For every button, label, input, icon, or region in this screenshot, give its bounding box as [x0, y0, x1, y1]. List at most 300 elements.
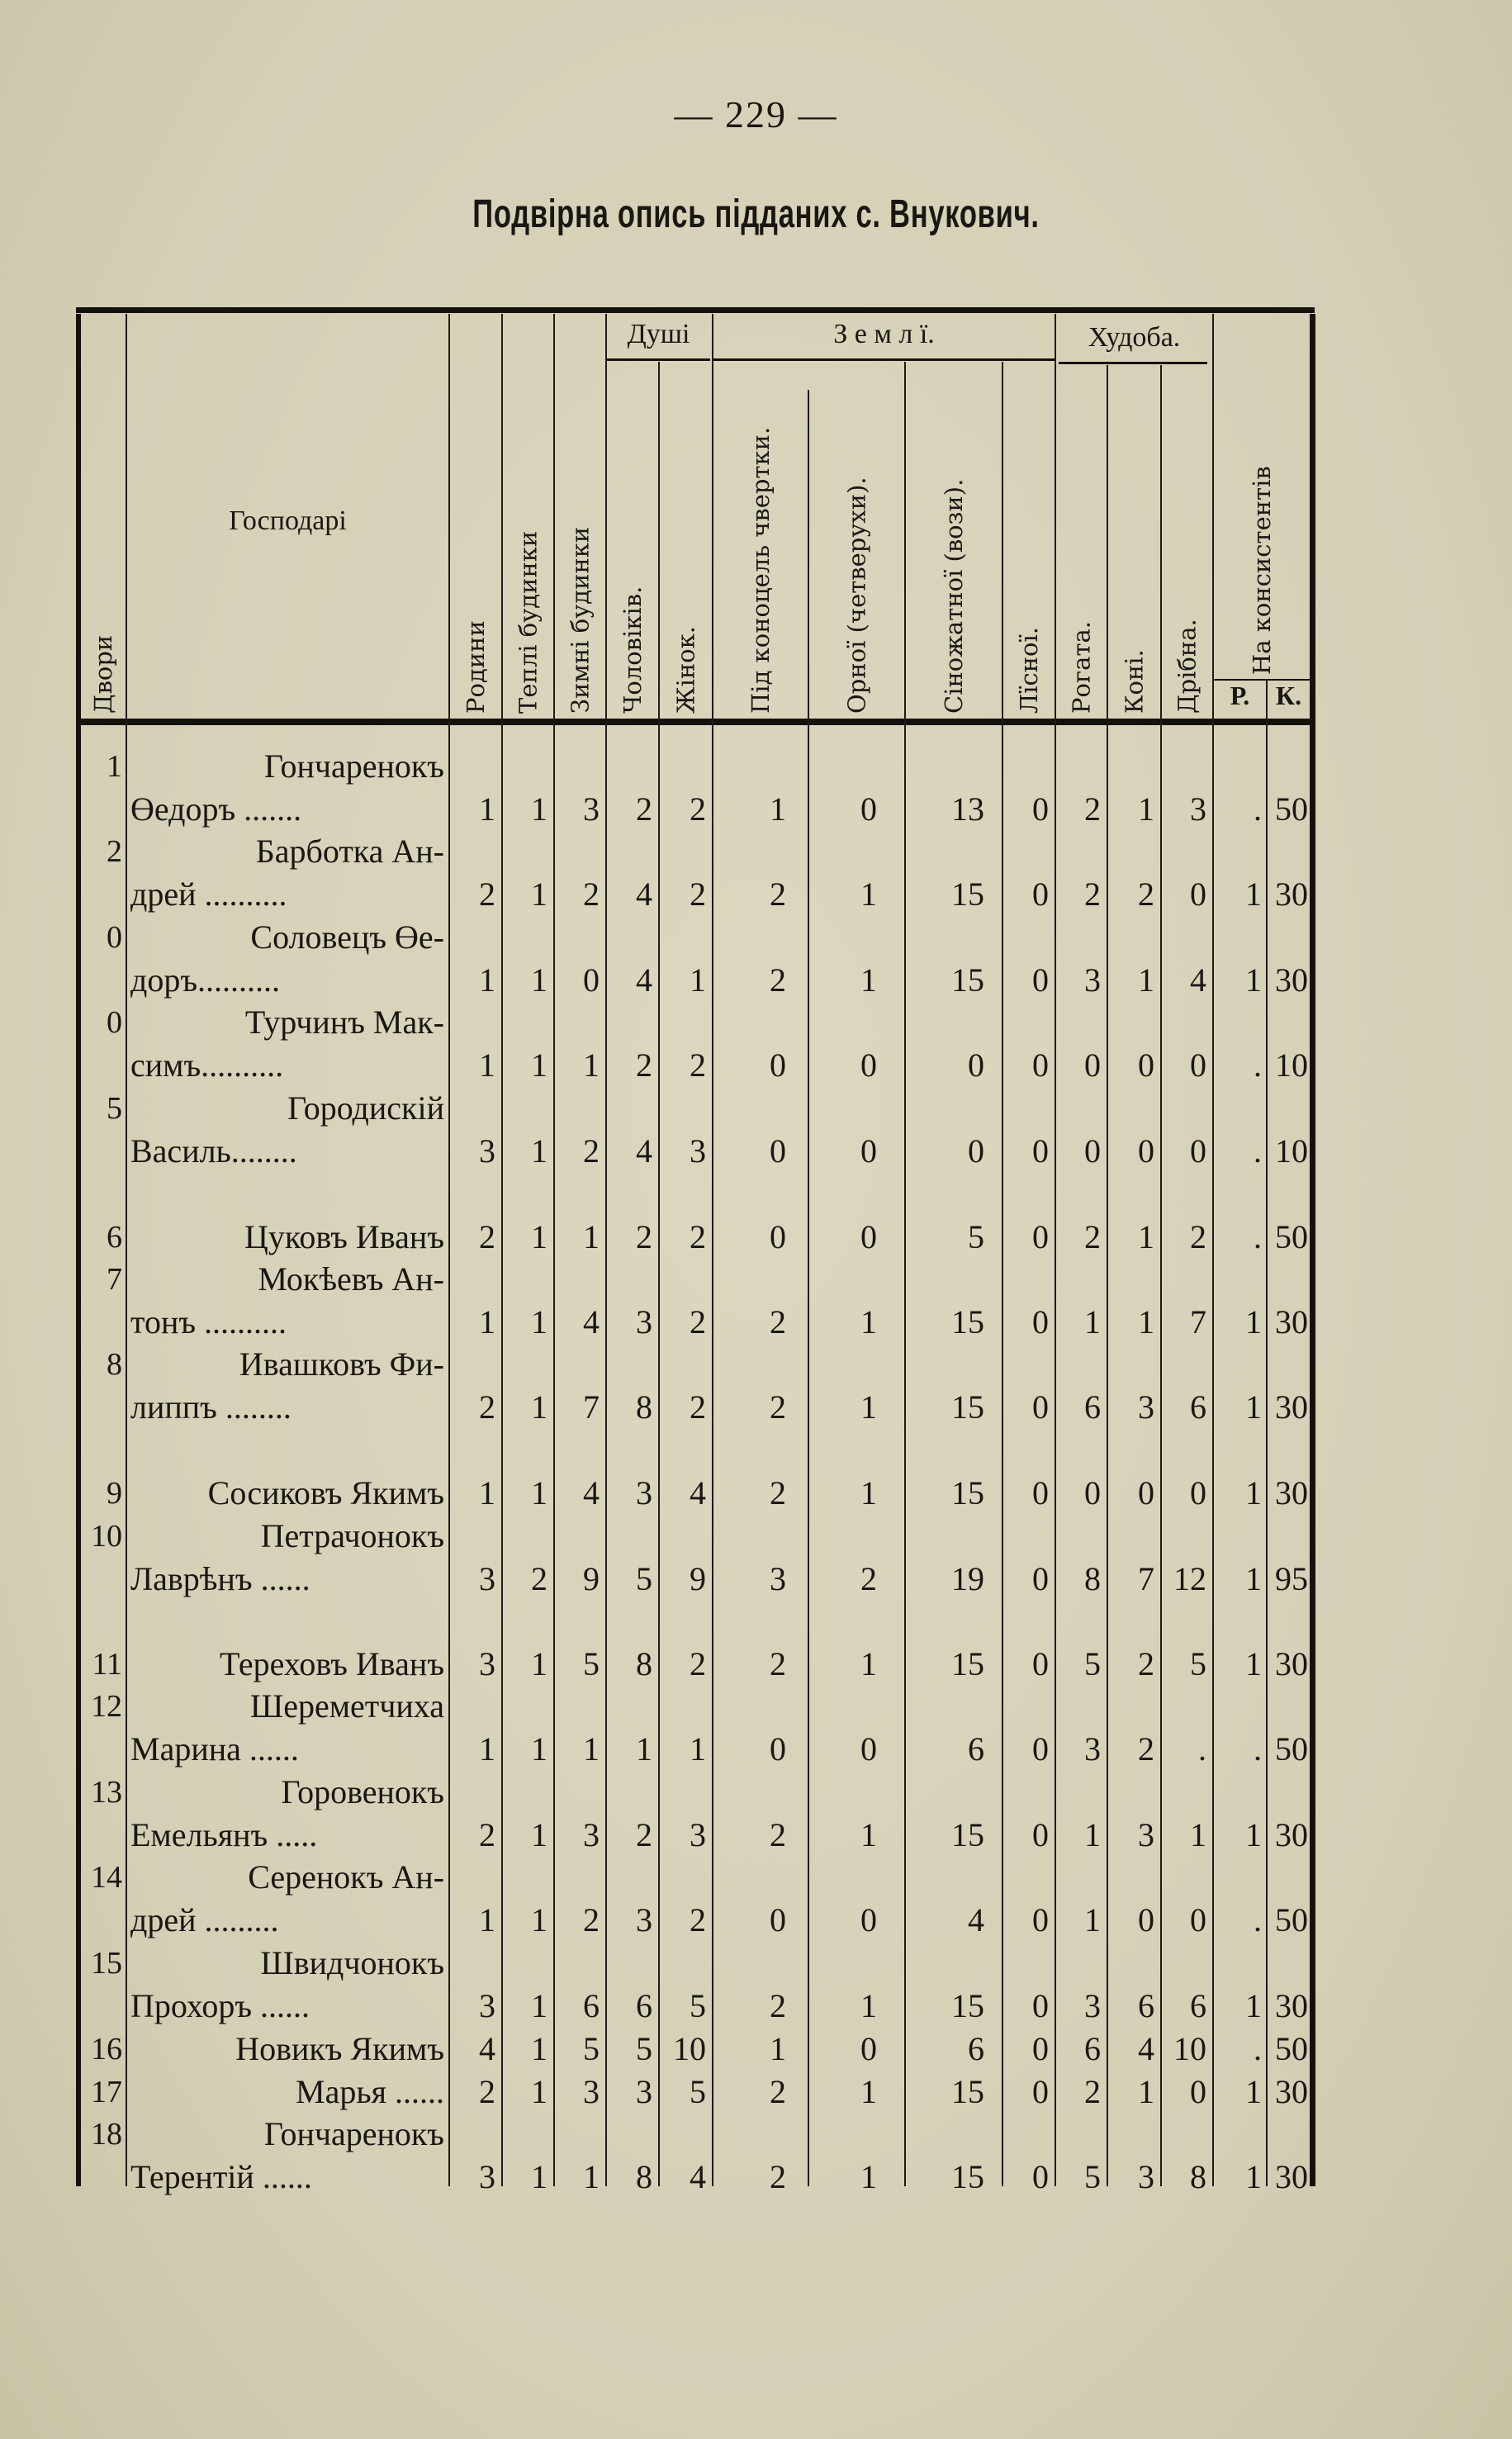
- householder-name-line1: Гончаренокъ: [263, 747, 444, 785]
- cell-zhinok: 2: [690, 1645, 706, 1682]
- col-header-rohata: Рогата.: [1067, 620, 1096, 714]
- cell-tepli: 1: [531, 1046, 547, 1084]
- cell-kop: 30: [1275, 1388, 1308, 1426]
- cell-koni: 1: [1138, 790, 1154, 828]
- cell-tepli: 1: [531, 1730, 547, 1768]
- cell-zhinok: 2: [690, 1303, 706, 1341]
- cell-lisnoi: 0: [1032, 875, 1049, 913]
- cell-koni: 0: [1138, 1132, 1154, 1170]
- cell-ornoi: 1: [860, 1474, 877, 1511]
- cell-lisnoi: 0: [1032, 1474, 1049, 1511]
- cell-koni: 7: [1138, 1560, 1154, 1597]
- cell-rub: .: [1254, 1132, 1262, 1170]
- cell-koni: 1: [1138, 2073, 1154, 2110]
- cell-sinozhatnoi: 15: [951, 1987, 984, 2024]
- cell-ornoi: 0: [860, 1730, 877, 1768]
- cell-cholovikiv: 6: [636, 1987, 652, 2024]
- cell-cholovikiv: 2: [636, 1816, 652, 1853]
- cell-cholovikiv: 2: [636, 1046, 652, 1084]
- cell-zymni: 7: [583, 1388, 600, 1426]
- row-number: 6: [107, 1220, 122, 1255]
- cell-tepli: 1: [531, 1132, 547, 1170]
- cell-konopel: 0: [770, 1218, 786, 1255]
- cell-sinozhatnoi: 15: [951, 1816, 984, 1853]
- householder-name: Марья ......: [296, 2073, 444, 2110]
- cell-tepli: 1: [531, 790, 547, 828]
- col-header-rub: Р.: [1230, 681, 1250, 710]
- cell-tepli: 1: [531, 1388, 547, 1426]
- cell-rub: .: [1254, 1901, 1262, 1938]
- cell-sinozhatnoi: 15: [951, 1645, 984, 1682]
- cell-ornoi: 1: [860, 875, 877, 913]
- householder-name-line1: Шереметчиха: [249, 1687, 444, 1725]
- cell-rub: 1: [1245, 1560, 1262, 1597]
- row-number: 9: [107, 1476, 122, 1511]
- cell-lisnoi: 0: [1032, 2030, 1049, 2067]
- cell-kop: 30: [1275, 2073, 1308, 2110]
- householder-name-line1: Горовенокъ: [281, 1773, 444, 1810]
- householder-name: Новикъ Якимъ: [235, 2030, 444, 2067]
- cell-konopel: 2: [770, 1816, 786, 1853]
- cell-konopel: 2: [770, 875, 786, 913]
- cell-koni: 3: [1138, 1816, 1154, 1853]
- cell-tepli: 2: [531, 1560, 547, 1597]
- cell-dribna: 0: [1190, 1901, 1206, 1938]
- cell-tepli: 1: [531, 1303, 547, 1341]
- cell-zhinok: 2: [690, 875, 706, 913]
- cell-cholovikiv: 8: [636, 2158, 652, 2195]
- householder-name: симъ..........: [130, 1046, 284, 1084]
- cell-rohata: 0: [1084, 1046, 1101, 1084]
- col-header-hospodari: Господарі: [229, 505, 347, 536]
- row-number: 0: [107, 920, 122, 955]
- cell-rodyny: 1: [479, 1474, 495, 1511]
- cell-kop: 95: [1275, 1560, 1308, 1597]
- cell-sinozhatnoi: 6: [968, 1730, 984, 1768]
- cell-ornoi: 0: [860, 2030, 877, 2067]
- householder-name: Өедоръ .......: [130, 790, 302, 828]
- cell-rohata: 3: [1084, 1987, 1101, 2024]
- cell-kop: 50: [1275, 1730, 1308, 1768]
- cell-rohata: 6: [1084, 2030, 1101, 2067]
- cell-ornoi: 0: [860, 1046, 877, 1084]
- cell-cholovikiv: 2: [636, 1218, 652, 1255]
- khudoba-underline: [1059, 362, 1207, 364]
- householder-name: Цуковъ Иванъ: [244, 1218, 444, 1255]
- cell-zhinok: 9: [690, 1560, 706, 1597]
- row-number: 18: [91, 2117, 122, 2152]
- col-header-dvory: Двори: [89, 634, 117, 714]
- cell-zymni: 2: [583, 1132, 600, 1170]
- table-top-rule: [76, 307, 1315, 313]
- col-header-sinozhatnoi: Сіножатної (вози).: [940, 478, 968, 714]
- cell-kop: 30: [1275, 961, 1308, 999]
- cell-sinozhatnoi: 5: [968, 1218, 984, 1255]
- cell-rodyny: 2: [479, 1816, 495, 1853]
- cell-rub: 1: [1245, 1474, 1262, 1511]
- cell-zhinok: 4: [690, 1474, 706, 1511]
- cell-zhinok: 5: [690, 2073, 706, 2110]
- cell-ornoi: 1: [860, 1303, 877, 1341]
- row-number: 8: [107, 1347, 122, 1382]
- cell-dribna: 0: [1190, 875, 1206, 913]
- cell-kop: 30: [1275, 875, 1308, 913]
- cell-rodyny: 2: [479, 875, 495, 913]
- cell-rub: 1: [1245, 1987, 1262, 2024]
- row-number: 15: [91, 1946, 122, 1981]
- cell-rub: 1: [1245, 1388, 1262, 1426]
- cell-lisnoi: 0: [1032, 1645, 1049, 1682]
- cell-lisnoi: 0: [1032, 1218, 1049, 1255]
- cell-zhinok: 2: [690, 1388, 706, 1426]
- cell-dribna: 3: [1190, 790, 1206, 828]
- householder-name-line1: Петрачонокъ: [260, 1517, 444, 1554]
- cell-cholovikiv: 3: [636, 1303, 652, 1341]
- cell-zhinok: 4: [690, 2158, 706, 2195]
- zemli-underline: [713, 358, 1055, 361]
- header-bottom-rule: [76, 719, 1315, 725]
- cell-zymni: 0: [583, 961, 600, 999]
- col-header-rodyny: Родини: [462, 620, 490, 714]
- row-number: 14: [91, 1860, 122, 1895]
- cell-dribna: 0: [1190, 1046, 1206, 1084]
- cell-lisnoi: 0: [1032, 1560, 1049, 1597]
- householder-name: липпъ ........: [130, 1388, 291, 1426]
- cell-cholovikiv: 4: [636, 961, 652, 999]
- cell-rodyny: 2: [479, 2073, 495, 2110]
- row-number: 13: [91, 1775, 122, 1810]
- row-number: 5: [107, 1091, 122, 1126]
- householder-name: Прохоръ ......: [130, 1987, 310, 2024]
- cell-rub: 1: [1245, 2073, 1262, 2110]
- cell-rohata: 2: [1084, 1218, 1101, 1255]
- cell-rohata: 2: [1084, 790, 1101, 828]
- householder-name: тонъ ..........: [130, 1303, 287, 1341]
- cell-rub: .: [1254, 1730, 1262, 1768]
- col-header-konsystentiv: На консистентів: [1248, 466, 1276, 675]
- cell-rub: 1: [1245, 961, 1262, 999]
- group-header-khudoba: Худоба.: [1088, 322, 1181, 353]
- cell-rodyny: 2: [479, 1218, 495, 1255]
- cell-tepli: 1: [531, 961, 547, 999]
- cell-ornoi: 0: [860, 790, 877, 828]
- cell-kop: 10: [1275, 1046, 1308, 1084]
- cell-tepli: 1: [531, 1645, 547, 1682]
- cell-zhinok: 3: [690, 1816, 706, 1853]
- cell-rohata: 8: [1084, 1560, 1101, 1597]
- cell-rohata: 3: [1084, 1730, 1101, 1768]
- cell-koni: 1: [1138, 1218, 1154, 1255]
- col-divider: [126, 314, 127, 2186]
- cell-sinozhatnoi: 13: [951, 790, 984, 828]
- cell-rohata: 5: [1084, 1645, 1101, 1682]
- col-header-zymni: Зимні будинки: [566, 526, 595, 714]
- cell-ornoi: 1: [860, 2158, 877, 2195]
- page-title: Подвірна опись підданих с. Внукович.: [472, 192, 1040, 236]
- cell-lisnoi: 0: [1032, 790, 1049, 828]
- cell-cholovikiv: 8: [636, 1388, 652, 1426]
- page-number: — 229 —: [674, 93, 838, 135]
- cell-rub: 1: [1245, 1816, 1262, 1853]
- cell-cholovikiv: 8: [636, 1645, 652, 1682]
- cell-sinozhatnoi: 15: [951, 1474, 984, 1511]
- cell-sinozhatnoi: 15: [951, 875, 984, 913]
- col-header-ornoi: Орної (четверухи).: [842, 477, 871, 714]
- cell-rodyny: 1: [479, 1303, 495, 1341]
- cell-zhinok: 5: [690, 1987, 706, 2024]
- householder-name: Сосиковъ Якимъ: [207, 1474, 444, 1511]
- cell-konopel: 0: [770, 1901, 786, 1938]
- cell-dribna: 10: [1173, 2030, 1206, 2067]
- cell-zymni: 6: [583, 1987, 600, 2024]
- cell-tepli: 1: [531, 1816, 547, 1853]
- cell-rodyny: 3: [479, 2158, 495, 2195]
- cell-zymni: 5: [583, 2030, 600, 2067]
- cell-tepli: 1: [531, 1901, 547, 1938]
- cell-zhinok: 2: [690, 1901, 706, 1938]
- cell-koni: 2: [1138, 1645, 1154, 1682]
- householder-name: Марина ......: [130, 1730, 299, 1768]
- cell-lisnoi: 0: [1032, 1303, 1049, 1341]
- cell-rub: .: [1254, 790, 1262, 828]
- group-header-dushi: Душі: [627, 319, 690, 349]
- col-header-lisnoi: Лїсної.: [1015, 627, 1043, 714]
- cell-rub: 1: [1245, 875, 1262, 913]
- cell-koni: 2: [1138, 1730, 1154, 1768]
- cell-rodyny: 1: [479, 1730, 495, 1768]
- householder-name: Терентій ......: [130, 2158, 312, 2195]
- cell-koni: 4: [1138, 2030, 1154, 2067]
- cell-kop: 30: [1275, 2158, 1308, 2195]
- householder-name-line1: Швидчонокъ: [260, 1944, 444, 1981]
- row-number: 10: [91, 1519, 122, 1554]
- cell-dribna: 6: [1190, 1987, 1206, 2024]
- cell-sinozhatnoi: 4: [968, 1901, 984, 1938]
- row-number: 7: [107, 1262, 122, 1297]
- cell-rodyny: 1: [479, 1046, 495, 1084]
- householder-name-line1: Серенокъ Ан-: [248, 1858, 444, 1896]
- dushi-underline: [607, 358, 710, 361]
- householder-name-line1: Турчинъ Мак-: [244, 1004, 444, 1041]
- row-number: 17: [91, 2075, 122, 2109]
- cell-rohata: 2: [1084, 875, 1101, 913]
- cell-dribna: 5: [1190, 1645, 1206, 1682]
- cell-rodyny: 1: [479, 961, 495, 999]
- cell-rohata: 2: [1084, 2073, 1101, 2110]
- cell-koni: 1: [1138, 1303, 1154, 1341]
- group-header-zemli: З е м л ї.: [833, 319, 935, 349]
- cell-rohata: 3: [1084, 961, 1101, 999]
- cell-konopel: 2: [770, 961, 786, 999]
- cell-zhinok: 1: [690, 1730, 706, 1768]
- householder-name-line1: Гончаренокъ: [263, 2115, 444, 2152]
- cell-lisnoi: 0: [1032, 1132, 1049, 1170]
- cell-zymni: 3: [583, 790, 600, 828]
- cell-rub: 1: [1245, 2158, 1262, 2195]
- cell-kop: 30: [1275, 1474, 1308, 1511]
- cell-rohata: 0: [1084, 1132, 1101, 1170]
- cell-zymni: 1: [583, 1046, 600, 1084]
- cell-koni: 1: [1138, 961, 1154, 999]
- cell-koni: 0: [1138, 1474, 1154, 1511]
- cell-cholovikiv: 5: [636, 2030, 652, 2067]
- cell-zhinok: 2: [690, 1046, 706, 1084]
- cell-zymni: 9: [583, 1560, 600, 1597]
- cell-dribna: 4: [1190, 961, 1206, 999]
- householder-name: Тереховъ Иванъ: [219, 1645, 444, 1682]
- cell-zhinok: 3: [690, 1132, 706, 1170]
- cell-zymni: 3: [583, 1816, 600, 1853]
- householder-name-line1: Ивашковъ Фи-: [239, 1345, 444, 1383]
- cell-sinozhatnoi: 15: [951, 961, 984, 999]
- cell-dribna: 1: [1190, 1816, 1206, 1853]
- cell-cholovikiv: 4: [636, 875, 652, 913]
- cell-cholovikiv: 1: [636, 1730, 652, 1768]
- cell-sinozhatnoi: 6: [968, 2030, 984, 2067]
- cell-kop: 50: [1275, 1218, 1308, 1255]
- cell-dribna: 8: [1190, 2158, 1206, 2195]
- householder-name-line1: Городискій: [287, 1089, 444, 1127]
- cell-kop: 10: [1275, 1132, 1308, 1170]
- cell-koni: 0: [1138, 1046, 1154, 1084]
- cell-zymni: 5: [583, 1645, 600, 1682]
- cell-koni: 0: [1138, 1901, 1154, 1938]
- cell-sinozhatnoi: 15: [951, 2158, 984, 2195]
- cell-kop: 50: [1275, 1901, 1308, 1938]
- cell-kop: 50: [1275, 790, 1308, 828]
- cell-rohata: 5: [1084, 2158, 1101, 2195]
- row-number: 11: [92, 1647, 122, 1682]
- cell-ornoi: 1: [860, 1816, 877, 1853]
- householder-name: Василь........: [130, 1132, 297, 1170]
- cell-ornoi: 1: [860, 1645, 877, 1682]
- cell-rohata: 1: [1084, 1901, 1101, 1938]
- cell-zymni: 1: [583, 1730, 600, 1768]
- cell-lisnoi: 0: [1032, 961, 1049, 999]
- cell-lisnoi: 0: [1032, 1388, 1049, 1426]
- cell-zhinok: 2: [690, 790, 706, 828]
- householder-name-line1: Барботка Ан-: [255, 833, 444, 870]
- cell-tepli: 1: [531, 2073, 547, 2110]
- cell-tepli: 1: [531, 875, 547, 913]
- cell-rub: .: [1254, 1218, 1262, 1255]
- cell-konopel: 2: [770, 1987, 786, 2024]
- cell-dribna: 2: [1190, 1218, 1206, 1255]
- cell-ornoi: 0: [860, 1901, 877, 1938]
- cell-koni: 3: [1138, 1388, 1154, 1426]
- householder-name: Лаврѣнъ ......: [130, 1560, 310, 1597]
- cell-rohata: 1: [1084, 1816, 1101, 1853]
- cell-konopel: 0: [770, 1046, 786, 1084]
- cell-kop: 30: [1275, 1816, 1308, 1853]
- cell-koni: 2: [1138, 875, 1154, 913]
- cell-rodyny: 4: [479, 2030, 495, 2067]
- cell-konopel: 2: [770, 2158, 786, 2195]
- cell-rub: 1: [1245, 1645, 1262, 1682]
- cell-konopel: 0: [770, 1730, 786, 1768]
- cell-sinozhatnoi: 15: [951, 2073, 984, 2110]
- householder-name-line1: Соловецъ Өе-: [250, 918, 444, 956]
- cell-cholovikiv: 3: [636, 2073, 652, 2110]
- householder-name: Емельянъ .....: [130, 1816, 318, 1853]
- cell-kop: 30: [1275, 1645, 1308, 1682]
- cell-zymni: 4: [583, 1474, 600, 1511]
- cell-rodyny: 3: [479, 1987, 495, 2024]
- cell-cholovikiv: 4: [636, 1132, 652, 1170]
- cell-lisnoi: 0: [1032, 1987, 1049, 2024]
- cell-rodyny: 3: [479, 1645, 495, 1682]
- cell-rodyny: 3: [479, 1560, 495, 1597]
- cell-sinozhatnoi: 15: [951, 1303, 984, 1341]
- cell-zymni: 2: [583, 1901, 600, 1938]
- cell-ornoi: 1: [860, 1987, 877, 2024]
- cell-dribna: 7: [1190, 1303, 1206, 1341]
- cell-konopel: 0: [770, 1132, 786, 1170]
- cell-konopel: 1: [770, 790, 786, 828]
- col-header-tepli: Теплі будинки: [514, 530, 543, 714]
- cell-dribna: 0: [1190, 1132, 1206, 1170]
- cell-konopel: 3: [770, 1560, 786, 1597]
- cell-lisnoi: 0: [1032, 1816, 1049, 1853]
- table-right-border: [1310, 314, 1315, 2186]
- cell-sinozhatnoi: 0: [968, 1046, 984, 1084]
- cell-konopel: 2: [770, 1645, 786, 1682]
- col-header-zhinok: Жінок.: [671, 626, 700, 714]
- col-header-koni: Коні.: [1120, 649, 1149, 714]
- cell-zymni: 1: [583, 2158, 600, 2195]
- householder-name-line1: Мокѣевъ Ан-: [258, 1260, 444, 1298]
- cell-dribna: 6: [1190, 1388, 1206, 1426]
- cell-rohata: 6: [1084, 1388, 1101, 1426]
- row-number: 16: [91, 2032, 122, 2067]
- cell-sinozhatnoi: 15: [951, 1388, 984, 1426]
- cell-kop: 30: [1275, 1987, 1308, 2024]
- cell-rodyny: 1: [479, 790, 495, 828]
- cell-lisnoi: 0: [1032, 1046, 1049, 1084]
- cell-rohata: 1: [1084, 1303, 1101, 1341]
- cell-zymni: 2: [583, 875, 600, 913]
- col-header-cholovikiv: Чоловіків.: [619, 586, 647, 714]
- cell-rub: .: [1254, 2030, 1262, 2067]
- householder-name: дрей .........: [130, 1901, 279, 1938]
- cell-cholovikiv: 3: [636, 1474, 652, 1511]
- cell-tepli: 1: [531, 1218, 547, 1255]
- cell-ornoi: 1: [860, 2073, 877, 2110]
- cell-konopel: 2: [770, 2073, 786, 2110]
- cell-rodyny: 2: [479, 1388, 495, 1426]
- cell-tepli: 1: [531, 1987, 547, 2024]
- cell-dribna: 0: [1190, 1474, 1206, 1511]
- cell-zhinok: 2: [690, 1218, 706, 1255]
- cell-dribna: 0: [1190, 2073, 1206, 2110]
- row-number: 1: [107, 749, 122, 784]
- cell-zymni: 1: [583, 1218, 600, 1255]
- cell-zhinok: 10: [673, 2030, 706, 2067]
- cell-dribna: 12: [1173, 1560, 1206, 1597]
- cell-rodyny: 1: [479, 1901, 495, 1938]
- row-number: 0: [107, 1005, 122, 1040]
- cell-sinozhatnoi: 19: [951, 1560, 984, 1597]
- cell-zymni: 3: [583, 2073, 600, 2110]
- cell-ornoi: 0: [860, 1218, 877, 1255]
- cell-lisnoi: 0: [1032, 2073, 1049, 2110]
- cell-lisnoi: 0: [1032, 2158, 1049, 2195]
- cell-rub: 1: [1245, 1303, 1262, 1341]
- col-header-dribna: Дрібна.: [1173, 619, 1202, 714]
- col-header-konopel: Під коноцель чвертки.: [747, 426, 775, 714]
- cell-koni: 6: [1138, 1987, 1154, 2024]
- cell-dribna: .: [1198, 1730, 1206, 1768]
